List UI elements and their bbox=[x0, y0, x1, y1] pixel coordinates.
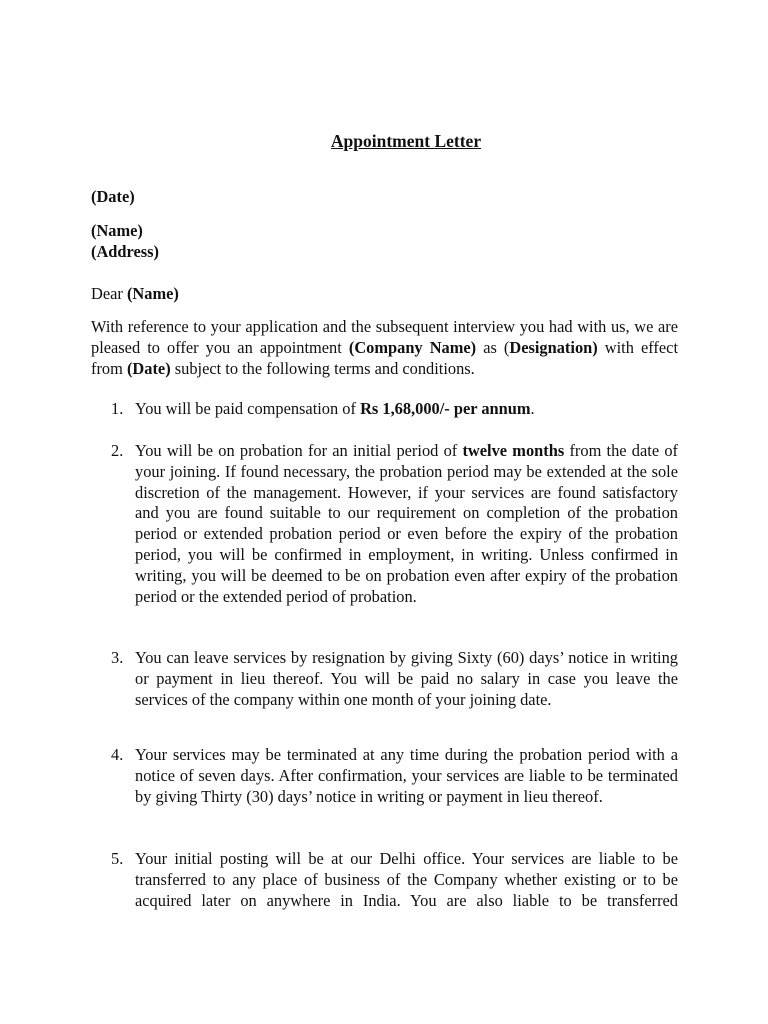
list-item-number: 1. bbox=[111, 399, 124, 418]
compensation-amount: Rs 1,68,000/- per annum bbox=[360, 399, 531, 418]
intro-text-4: subject to the following terms and conditions. bbox=[170, 358, 475, 378]
list-item-text-part: You will be on probation for an initial period of bbox=[135, 441, 463, 460]
list-item-text-part: You will be paid compensation of bbox=[135, 399, 361, 418]
date-placeholder: (Date) bbox=[91, 187, 135, 206]
intro-text-2: as ( bbox=[476, 337, 510, 357]
intro-designation: Designation) bbox=[509, 337, 598, 357]
probation-duration: twelve months bbox=[462, 441, 565, 460]
list-item-number: 4. bbox=[111, 745, 124, 764]
intro-paragraph bbox=[91, 317, 678, 379]
list-item-text: Your initial posting will be at our Delhi office. Your services are liable to be transferred to any place of business of the Company whether existing or to be acquired later on anywhere in India. You are also liable to be transferred bbox=[135, 849, 678, 910]
recipient-name-placeholder: (Name) bbox=[91, 221, 143, 240]
recipient-address-placeholder: (Address) bbox=[91, 242, 159, 261]
list-item-text: You can leave services by resignation by giving Sixty (60) days’ notice in writing or payment in lieu thereof. You will be paid no salary in case you leave the services of the company within one month of your joining date. bbox=[135, 648, 678, 709]
intro-text-1: With reference to your application and the subsequent interview you had with us, we are pleased to offer you an appointment bbox=[91, 317, 678, 357]
list-item-text-part: from the date of your joining. If found necessary, the probation period may be extended at the sole discretion of the management. However, if your services are found satisfactory and you are found suitable to our requirement on completion of the probation period or extended probation period or even before the expiry of the probation period, you will be confirmed in employment, in writing. Unless confirmed in writing, you will be deemed to be on probation even after expiry of the probation period or the extended period of probation. bbox=[135, 441, 678, 606]
letter-title: Appointment Letter bbox=[330, 131, 482, 151]
list-item-number: 2. bbox=[111, 441, 124, 460]
salutation-prefix: Dear bbox=[91, 284, 127, 303]
intro-date: (Date) bbox=[126, 358, 171, 378]
intro-company: (Company Name) bbox=[348, 337, 477, 357]
list-item-number: 3. bbox=[111, 648, 124, 667]
intro-text-3: with effect from bbox=[91, 337, 678, 378]
list-item-text-part: . bbox=[530, 399, 535, 418]
list-item-text: Your services may be terminated at any time during the probation period with a notice of seven days. After confirmation, your services are liable to be terminated by giving Thirty (30) days’ notice in writing or payment in lieu thereof. bbox=[135, 745, 678, 806]
list-item-text bbox=[135, 441, 678, 607]
salutation-name: (Name) bbox=[126, 284, 179, 303]
list-item-number: 5. bbox=[111, 849, 124, 868]
list-item-text bbox=[135, 399, 678, 420]
salutation bbox=[91, 283, 179, 304]
